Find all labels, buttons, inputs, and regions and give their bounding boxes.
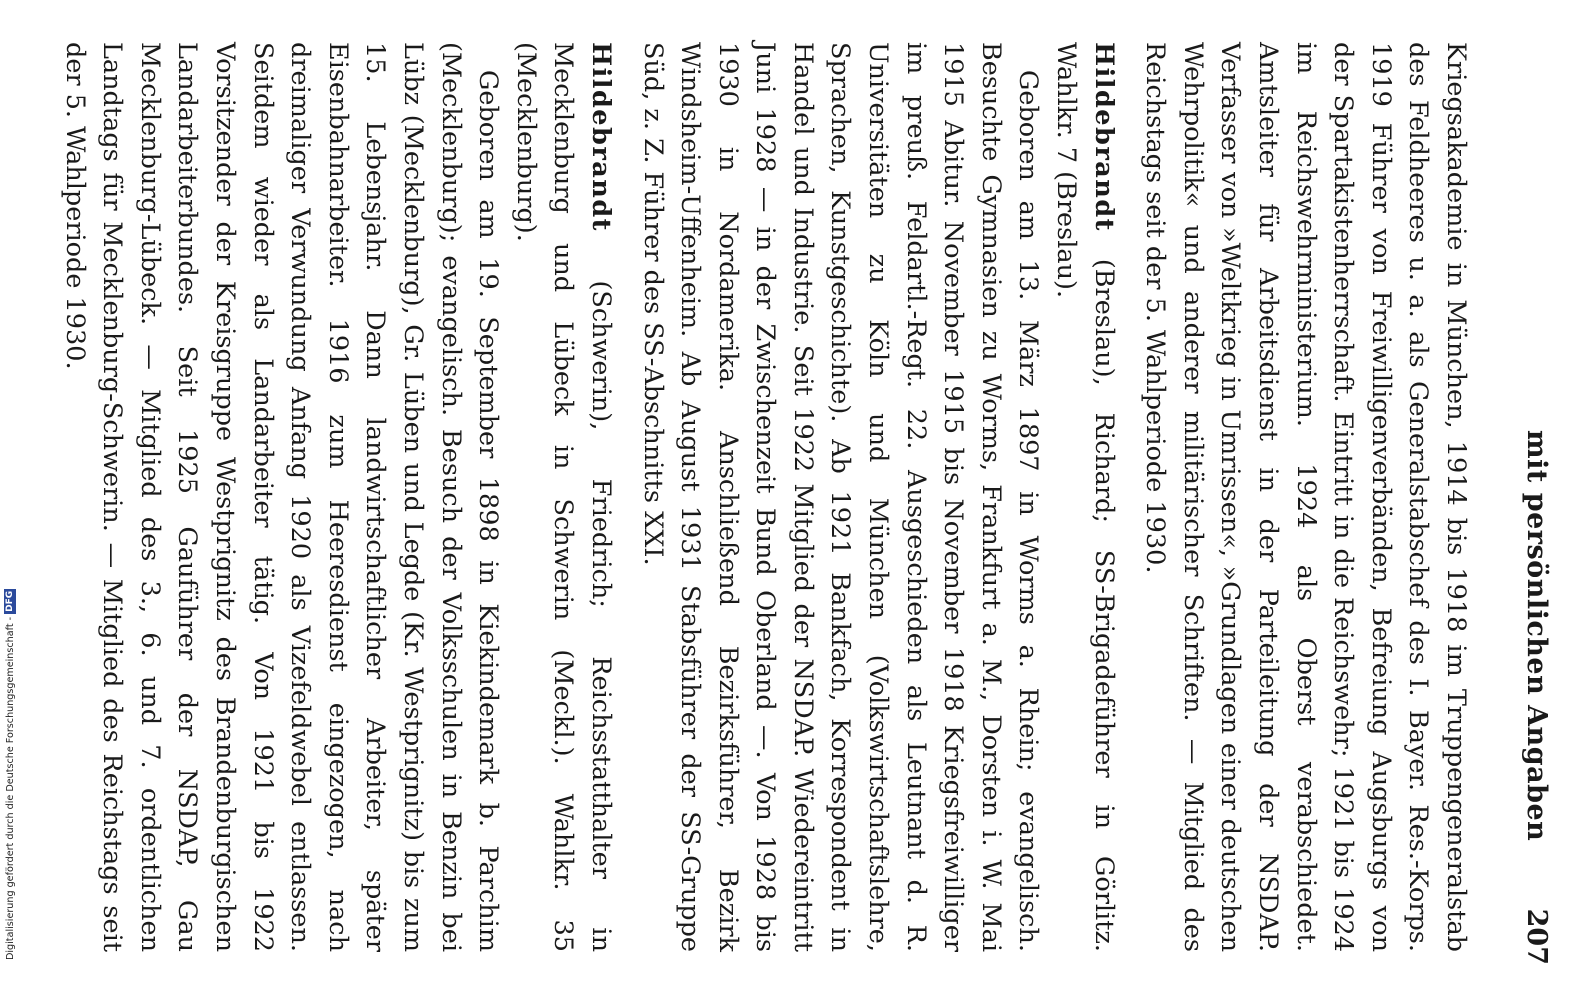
dfg-logo: DFG (5, 590, 15, 612)
entry-name: Hildebrandt (585, 42, 616, 232)
page-body (55, 42, 1474, 952)
entry-heading-text: (Breslau), Richard; SS-Brigadeführer in Görlitz. Wahlkr. 7 (Breslau). (1051, 42, 1119, 952)
entry-heading (506, 42, 619, 952)
page-header (1506, 100, 1576, 965)
entry-heading-text: (Schwerin), Friedrich; Reichsstatthalter in Mecklenburg und Lübeck in Schwerin (Meckl.). Wahlkr. 35 (Mecklenburg). (510, 42, 616, 952)
biography-entry (633, 42, 1122, 952)
entry-name: Hildebrandt (1088, 42, 1119, 232)
entry-biography: Geboren am 19. September 1898 in Kiekindemark b. Parchim (Mecklenburg); evangelisch. Besuch der Volksschulen in Benzin bei Lübz (Mecklenburg), Gr. Lüben und Legde (Kr. Westprignitz) bis zum 15. Lebensjahr. Dann landwirtschaftlicher Arbeiter, später Eisenbahnarbeiter. 1916 zum Heeresdienst eingezogen, nach dreimaliger Verwundung Anfang 1920 als Vizefeldwebel entlassen. Seitdem wieder als Landarbeiter tätig. Von 1921 bis 1922 Vorsitzender der Kreisgruppe Westprignitz des Brandenburgischen Landarbeiterbundes. Seit 1925 Gauführer der NSDAP, Gau Mecklenburg-Lübeck. — Mitglied des 3., 6. und 7. ordentlichen Landtags für Mecklenburg-Schwerin. — Mitglied des Reichstags seit der 5. Wahlperiode 1930. (59, 42, 504, 952)
continuation-paragraph: Kriegsakademie in München, 1914 bis 1918 im Truppengeneralstab des Feldheeres u. a. als Generalstabschef des I. Bayer. Res.-Korps. 1919 Führer von Freiwilligenverbänden, Befreiung Augsburgs von der Spartakistenherrschaft. Eintritt in die Reichswehr; 1921 bis 1924 im Reichswehrministerium. 1924 als Oberst verabschiedet. Amtsleiter für Arbeitsdienst in der Parteileitung der NSDAP. Verfasser von »Weltkrieg in Umrissen«, »Grundlagen einer deutschen Wehrpolitik« und anderer militärischer Schriften. — Mitglied des Reichstags seit der 5. Wahlperiode 1930. (1140, 42, 1471, 952)
entry-biography: Geboren am 13. März 1897 in Worms a. Rhein; evangelisch. Besuchte Gymnasien zu Worms, Frankfurt a. M., Dorsten i. W. Mai 1915 Abitur. November 1915 bis November 1918 Kriegsfreiwilliger im preuß. Feldartl.-Regt. 22. Ausgeschieden als Leutnant d. R. Universitäten zu Köln und München (Volkswirtschaftslehre, Sprachen, Kunstgeschichte). Ab 1921 Bankfach, Korrespondent in Handel und Industrie. Seit 1922 Mitglied der NSDAP. Wiedereintritt Juni 1928 — in der Zwischenzeit Bund Oberland —. Von 1928 bis 1930 in Nordamerika. Anschließend Bezirksführer, Bezirk Windsheim-Uffenheim. Ab August 1931 Stabsführer der SS-Gruppe Süd, z. Z. Führer des SS-Abschnitts XXI. (637, 42, 1044, 952)
page-number: 207 (1521, 908, 1552, 965)
entry-heading (1046, 42, 1121, 952)
biography-entry (55, 42, 619, 952)
running-title: mit persönlichen Angaben (1521, 430, 1552, 842)
funding-credit-text: Digitalisierung gefördert durch die Deutsche Forschungsgemeinschaft - (4, 616, 16, 960)
